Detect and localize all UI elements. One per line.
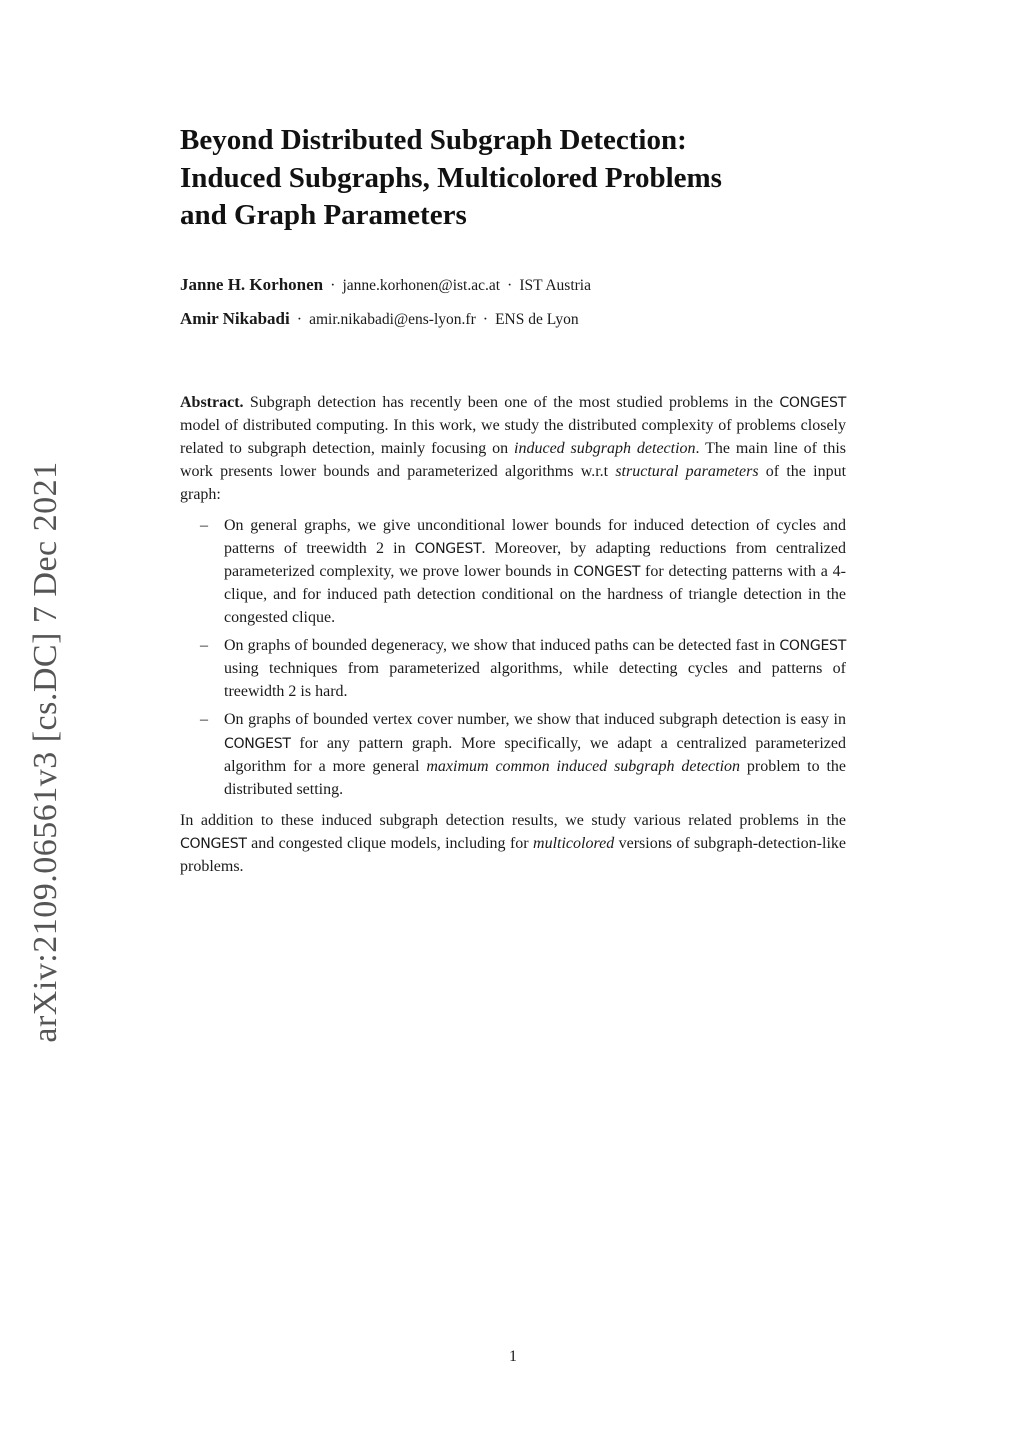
author-affiliation: ENS de Lyon: [495, 311, 579, 329]
bullet-dash: –: [200, 637, 208, 655]
author-separator: ·: [330, 277, 336, 295]
author-name: Amir Nikabadi: [180, 309, 290, 329]
paper-title-line-3: and Graph Parameters: [180, 199, 467, 232]
abstract-outro-paragraph: In addition to these induced subgraph detection results, we study various related problems in the CONGEST and congested clique models, including for multicolored versions of subgraph-detection-like problems.: [180, 811, 847, 875]
author-email: amir.nikabadi@ens-lyon.fr: [309, 311, 476, 329]
abstract-intro-paragraph: Abstract. Subgraph detection has recently been one of the most studied problems in the CONGEST model of distributed computing. In this work, we study the distributed complexity of problems closely related to subgraph detection, mainly focusing on induced subgraph detection. The main line of this work presents lower bounds and parameterized algorithms w.r.t structural parameters of the input graph:: [180, 394, 847, 504]
bullet-dash: –: [200, 711, 208, 729]
author-separator: ·: [482, 311, 489, 329]
paper-title: [180, 122, 846, 235]
list-item: [180, 708, 846, 800]
list-item: [180, 634, 846, 703]
bullet-text: On graphs of bounded vertex cover number, we show that induced subgraph detection is easy in CONGEST for any pattern graph. More specifically, we adapt a centralized parameterized algorithm for a more general maximum common induced subgraph detection problem to the distributed setting.: [224, 711, 847, 798]
author-separator: ·: [507, 277, 513, 295]
abstract-bullet-list: [180, 514, 846, 800]
bullet-text: On graphs of bounded degeneracy, we show that induced paths can be detected fast in CONGEST using techniques from parameterized algorithms, while detecting cycles and patterns of treewidth 2 is hard.: [224, 637, 846, 701]
paper-title-line-2: Induced Subgraphs, Multicolored Problems: [180, 161, 722, 194]
author-block: [180, 275, 846, 329]
author-separator: ·: [296, 311, 303, 329]
arxiv-watermark: arXiv:2109.06561v3 [cs.DC] 7 Dec 2021: [27, 461, 64, 1043]
bullet-text: On general graphs, we give unconditional lower bounds for induced detection of cycles and patterns of treewidth 2 in CONGEST. Moreover, by adapting reductions from centralized parameterized complexity, we prove lower bounds in CONGEST for detecting patterns with a 4-clique, and for induced path detection conditional on the hardness of triangle detection in the congested clique.: [224, 517, 847, 627]
list-item: [180, 514, 846, 629]
page-number: 1: [509, 1348, 517, 1365]
paper-title-line-1: Beyond Distributed Subgraph Detection:: [180, 124, 687, 156]
author-email: janne.korhonen@ist.ac.at: [342, 277, 501, 295]
abstract-section: [180, 391, 846, 878]
author-name: Janne H. Korhonen: [180, 275, 324, 295]
paper-content: [180, 122, 846, 886]
author-row: [180, 309, 846, 329]
author-row: [180, 275, 846, 295]
author-affiliation: IST Austria: [519, 277, 591, 295]
bullet-dash: –: [200, 517, 208, 535]
